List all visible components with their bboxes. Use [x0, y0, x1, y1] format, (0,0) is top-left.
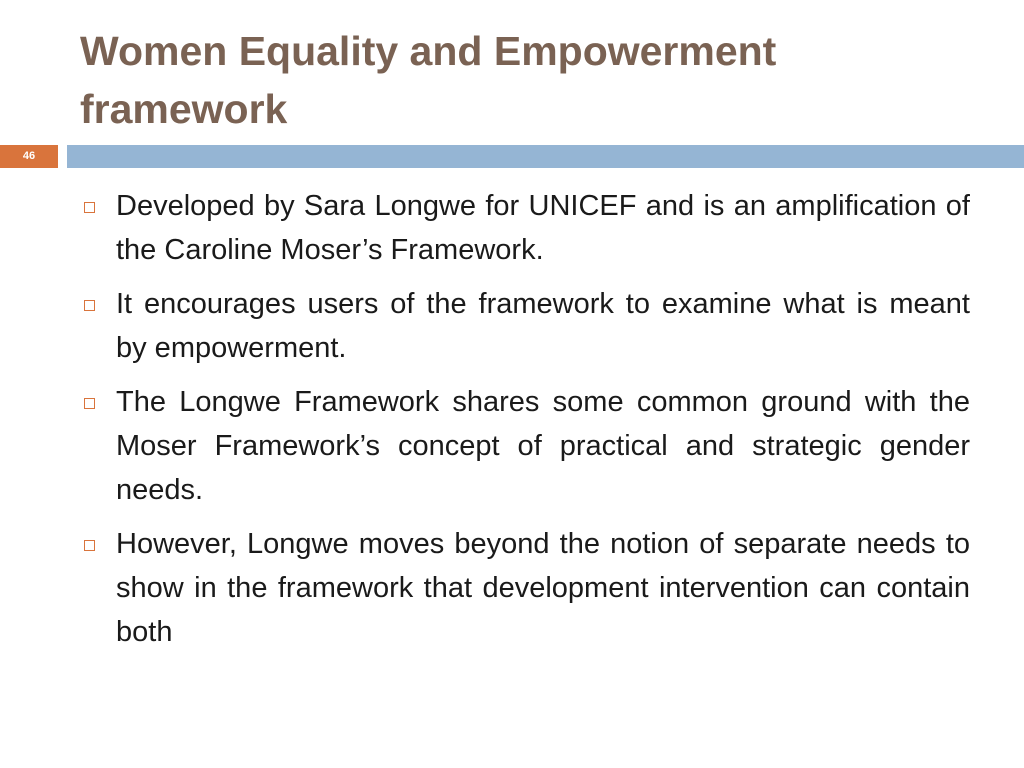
bullet-item	[80, 282, 970, 370]
bullet-item	[80, 380, 970, 512]
bullet-text: It encourages users of the framework to examine what is meant by empowerment.	[116, 288, 970, 364]
bullet-item	[80, 522, 970, 654]
bullet-item	[80, 184, 970, 272]
bullet-list	[80, 184, 970, 664]
square-bullet-icon	[84, 540, 95, 551]
title-divider-bar	[67, 145, 1024, 168]
square-bullet-icon	[84, 202, 95, 213]
square-bullet-icon	[84, 300, 95, 311]
bullet-text: The Longwe Framework shares some common ground with the Moser Framework’s concept of practical and strategic gender needs.	[116, 386, 970, 506]
bullet-text: Developed by Sara Longwe for UNICEF and is an amplification of the Caroline Moser’s Framework.	[116, 190, 970, 266]
bullet-text: However, Longwe moves beyond the notion of separate needs to show in the framework that development intervention can contain both	[116, 528, 970, 648]
slide-title: Women Equality and Empowerment framework	[80, 28, 777, 132]
slide-number: 46	[22, 150, 36, 162]
square-bullet-icon	[84, 398, 95, 409]
